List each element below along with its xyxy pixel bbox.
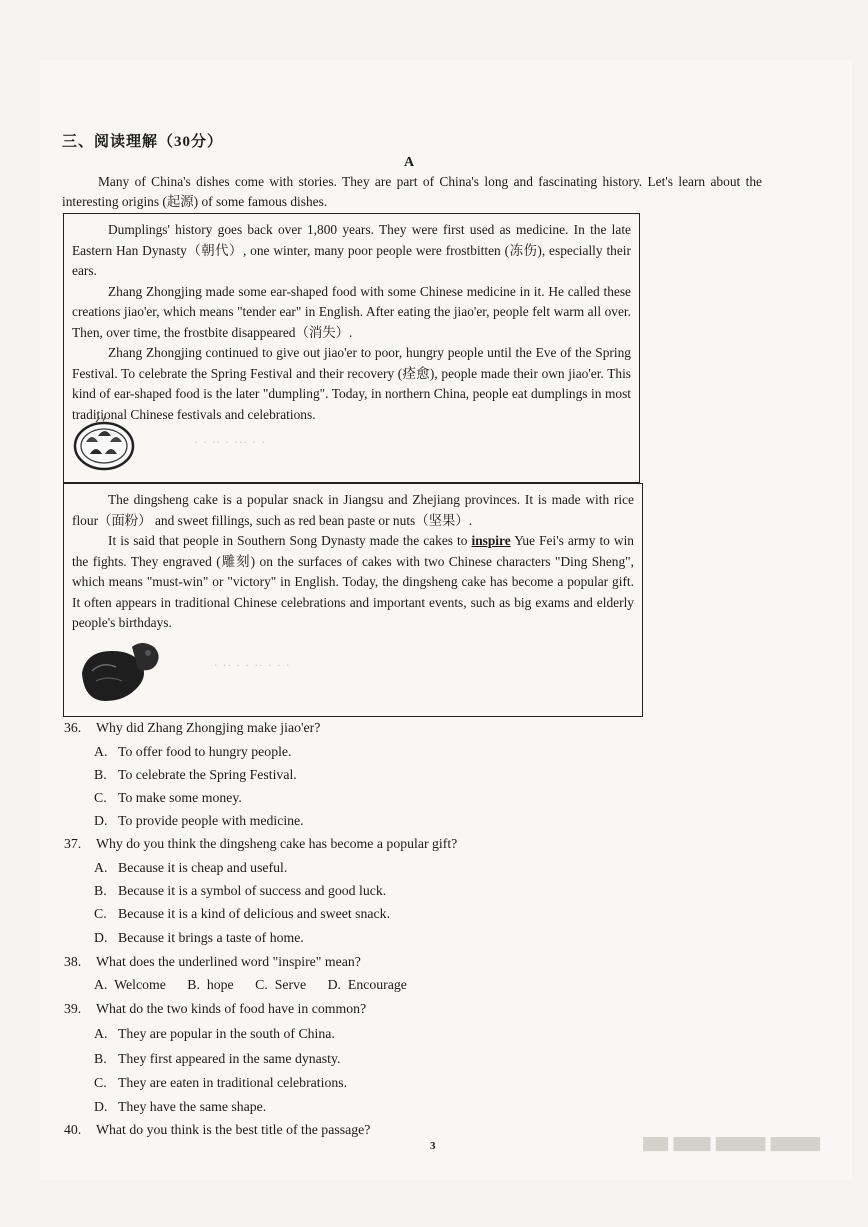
dumpling-paragraph-3: Zhang Zhongjing continued to give out jiao'er to poor, hungry people until the Eve of the Spring Festival. To celebrate the Spring Festival and their recovery (痊愈), people made their own jiao'er. This kind of ear-shaped food is the later "dumpling". Today, in northern China, people eat dumplings in most traditional Chinese festivals and celebrations. xyxy=(72,345,631,422)
passage-letter: A xyxy=(404,155,415,170)
faint-bleed-through: · · ·· · ··· · · xyxy=(194,436,266,449)
question-37: 37. Why do you think the dingsheng cake has become a popular gift? xyxy=(64,836,458,851)
dingsheng-paragraph-1: The dingsheng cake is a popular snack in Jiangsu and Zhejiang provinces. It is made with rice flour（面粉） and sweet fillings, such as red bean paste or nuts（坚果）. xyxy=(72,492,634,528)
question-36-option-d[interactable]: D. To provide people with medicine. xyxy=(94,813,304,828)
question-37-option-d[interactable]: D. Because it brings a taste of home. xyxy=(94,930,304,945)
question-38-options xyxy=(94,977,425,993)
question-39-option-c[interactable]: C. They are eaten in traditional celebrations. xyxy=(94,1075,348,1090)
dumpling-plate-image xyxy=(72,416,136,472)
question-36-option-a[interactable]: A. To offer food to hungry people. xyxy=(94,744,292,759)
question-36-option-b[interactable]: B. To celebrate the Spring Festival. xyxy=(94,767,297,782)
passage-intro: Many of China's dishes come with stories. They are part of China's long and fascinating history. Let's learn about the interesting origins (起源) of some famous dishes. xyxy=(62,174,762,209)
section-title: 三、阅读理解（30分） xyxy=(62,134,224,150)
question-38-option-d[interactable]: D. Encourage xyxy=(327,977,407,992)
bleed-through-footer: ▆▆▆▆ ▆▆▆▆ ▆▆▆ ▆▆ xyxy=(643,1137,820,1156)
question-39: 39. What do the two kinds of food have in common? xyxy=(64,1001,367,1016)
dumpling-paragraph-1: Dumplings' history goes back over 1,800 years. They were first used as medicine. In the late Eastern Han Dynasty（朝代）, one winter, many poor people were frostbitten (冻伤), especially their ears. xyxy=(72,222,631,278)
dingsheng-passage-box xyxy=(63,483,643,717)
question-36: 36. Why did Zhang Zhongjing make jiao'er? xyxy=(64,720,321,735)
question-40: 40. What do you think is the best title of the passage? xyxy=(64,1122,371,1137)
faint-bleed-through: · ·· · · ·· · · · xyxy=(214,659,291,672)
question-37-option-b[interactable]: B. Because it is a symbol of success and good luck. xyxy=(94,883,387,898)
dingsheng-paragraph-2: It is said that people in Southern Song Dynasty made the cakes to inspire Yue Fei's army to win the fights. They engraved (雕刻) on the surfaces of cakes with two Chinese characters "Ding Sheng", which means "must-win" or "victory" in English. Today, the dingsheng cake has become a popular gift. It often appears in traditional Chinese celebrations and important events, such as big exams and elderly people's birthdays. xyxy=(72,533,634,630)
question-38-option-a[interactable]: A. Welcome xyxy=(94,977,166,992)
question-39-option-d[interactable]: D. They have the same shape. xyxy=(94,1099,267,1114)
underlined-word-inspire: inspire xyxy=(471,533,511,548)
question-39-option-a[interactable]: A. They are popular in the south of China. xyxy=(94,1026,335,1041)
question-36-option-c[interactable]: C. To make some money. xyxy=(94,790,242,805)
question-38-option-c[interactable]: C. Serve xyxy=(255,977,307,992)
question-37-option-a[interactable]: A. Because it is cheap and useful. xyxy=(94,860,288,875)
dingsheng-cake-image xyxy=(78,637,166,705)
dumpling-passage-box xyxy=(63,213,640,483)
question-38-option-b[interactable]: B. hope xyxy=(187,977,234,992)
question-38: 38. What does the underlined word "inspire" mean? xyxy=(64,954,361,969)
dumpling-paragraph-2: Zhang Zhongjing made some ear-shaped food with some Chinese medicine in it. He called these creations jiao'er, which means "tender ear" in English. After eating the jiao'er, people felt warm all over. Then, over time, the frostbite disappeared（消失）. xyxy=(72,283,631,340)
question-39-option-b[interactable]: B. They first appeared in the same dynasty. xyxy=(94,1051,341,1066)
question-37-option-c[interactable]: C. Because it is a kind of delicious and sweet snack. xyxy=(94,906,391,921)
page-number: 3 xyxy=(430,1140,436,1152)
